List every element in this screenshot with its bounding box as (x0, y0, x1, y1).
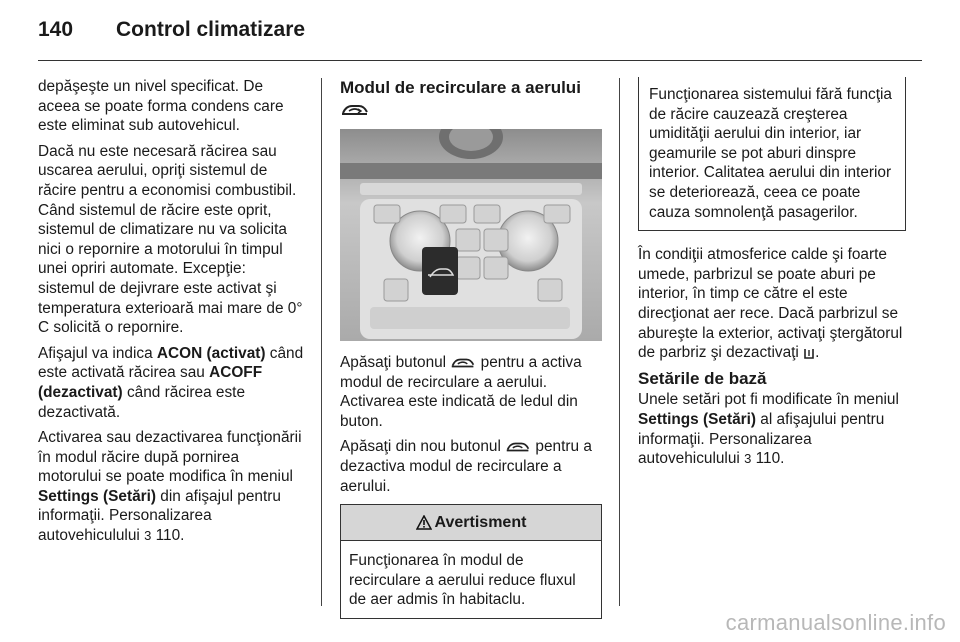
warning-text: Funcţionarea în modul de recirculare a aerului reduce fluxul de aer admis în habitaclu. (349, 552, 576, 609)
chapter-title: Control climatizare (116, 18, 306, 41)
settings-label: Settings (Setări) (638, 410, 757, 428)
paragraph: Activarea sau dezactivarea funcţionării în modul răcire după pornirea motorului se poate modifica în meniul Settings (Setări) din afişajul pentru informaţii. Personalizarea autovehiculului 3 110. (38, 429, 302, 545)
acoff-label: ACOFF (dezactivat) (38, 364, 263, 401)
climate-panel-illustration (340, 129, 602, 341)
warning-icon (416, 515, 432, 530)
paragraph: depăşeşte un nivel specificat. De aceea se poate forma condens care este eliminat sub autovehicul. (38, 78, 284, 135)
watermark: carmanualsonline.info (725, 610, 946, 635)
wiper-icon (803, 347, 815, 360)
page-ref-icon: 3 (144, 528, 152, 544)
recirculation-icon (450, 356, 476, 370)
paragraph: Afişajul va indica ACON (activat) când este activată răcirea sau ACOFF (dezactivat) când răcirea este dezactivată. (38, 344, 304, 421)
column-1 (38, 77, 306, 552)
recirculation-icon (340, 102, 370, 118)
warning-header (341, 505, 601, 541)
acon-label: ACON (activat) (156, 344, 266, 362)
column-divider (321, 78, 322, 606)
header-rule (38, 60, 922, 61)
paragraph: Apăsaţi butonul pentru a activa modul de recirculare a aerului. Activarea este indicată de ledul din buton. (340, 354, 582, 430)
settings-label: Settings (Setări) (38, 487, 157, 505)
page-header (38, 18, 305, 48)
warning-title: Avertisment (434, 513, 527, 531)
page-ref-icon: 3 (744, 451, 752, 467)
column-divider (619, 78, 620, 606)
paragraph: În condiţii atmosferice calde şi foarte umede, parbrizul se poate aburi pe interior, în timp ce către el este direcţionat aer rece. Dacă parbrizul se abureşte la exterior, activaţi ştergătorul de parbriz şi dezactivaţi . (638, 246, 903, 362)
column-2 (340, 77, 602, 619)
paragraph: Dacă nu este necesară răcirea sau uscarea aerului, opriţi sistemul de răcire pentru a economisi combustibil. Când sistemul de răcire este oprit, sistemul de climatizare nu va solicita nici o repornire a motorului în timpul unei opriri automate. Excepţie: sistemul de dejivrare este activat şi temperatura exterioară mai mare de 0° C solicită o repornire. (38, 142, 303, 337)
paragraph: Apăsaţi din nou butonul pentru a dezactiva modul de recirculare a aerului. (340, 438, 592, 495)
page-number: 140 (38, 18, 74, 41)
warning-box (340, 504, 602, 619)
recirculation-icon (505, 440, 531, 454)
note-box: Funcţionarea sistemului fără funcţia de răcire cauzează creşterea umidităţii aerului din interior, iar geamurile se pot aburi dinspre interior. Calitatea aerului din interior se deteriorează, ceea ce poate cauza somnolenţă pasagerilor. (638, 77, 906, 231)
section-heading: Setările de bază (638, 368, 767, 388)
climate-control-photo (340, 129, 602, 341)
paragraph: Unele setări pot fi modificate în meniul Settings (Setări) al afişajului pentru informaţii. Personalizarea autovehiculului 3 110. (638, 391, 899, 468)
column-3 (638, 77, 906, 475)
section-title: Modul de recirculare a aerului (340, 77, 602, 119)
